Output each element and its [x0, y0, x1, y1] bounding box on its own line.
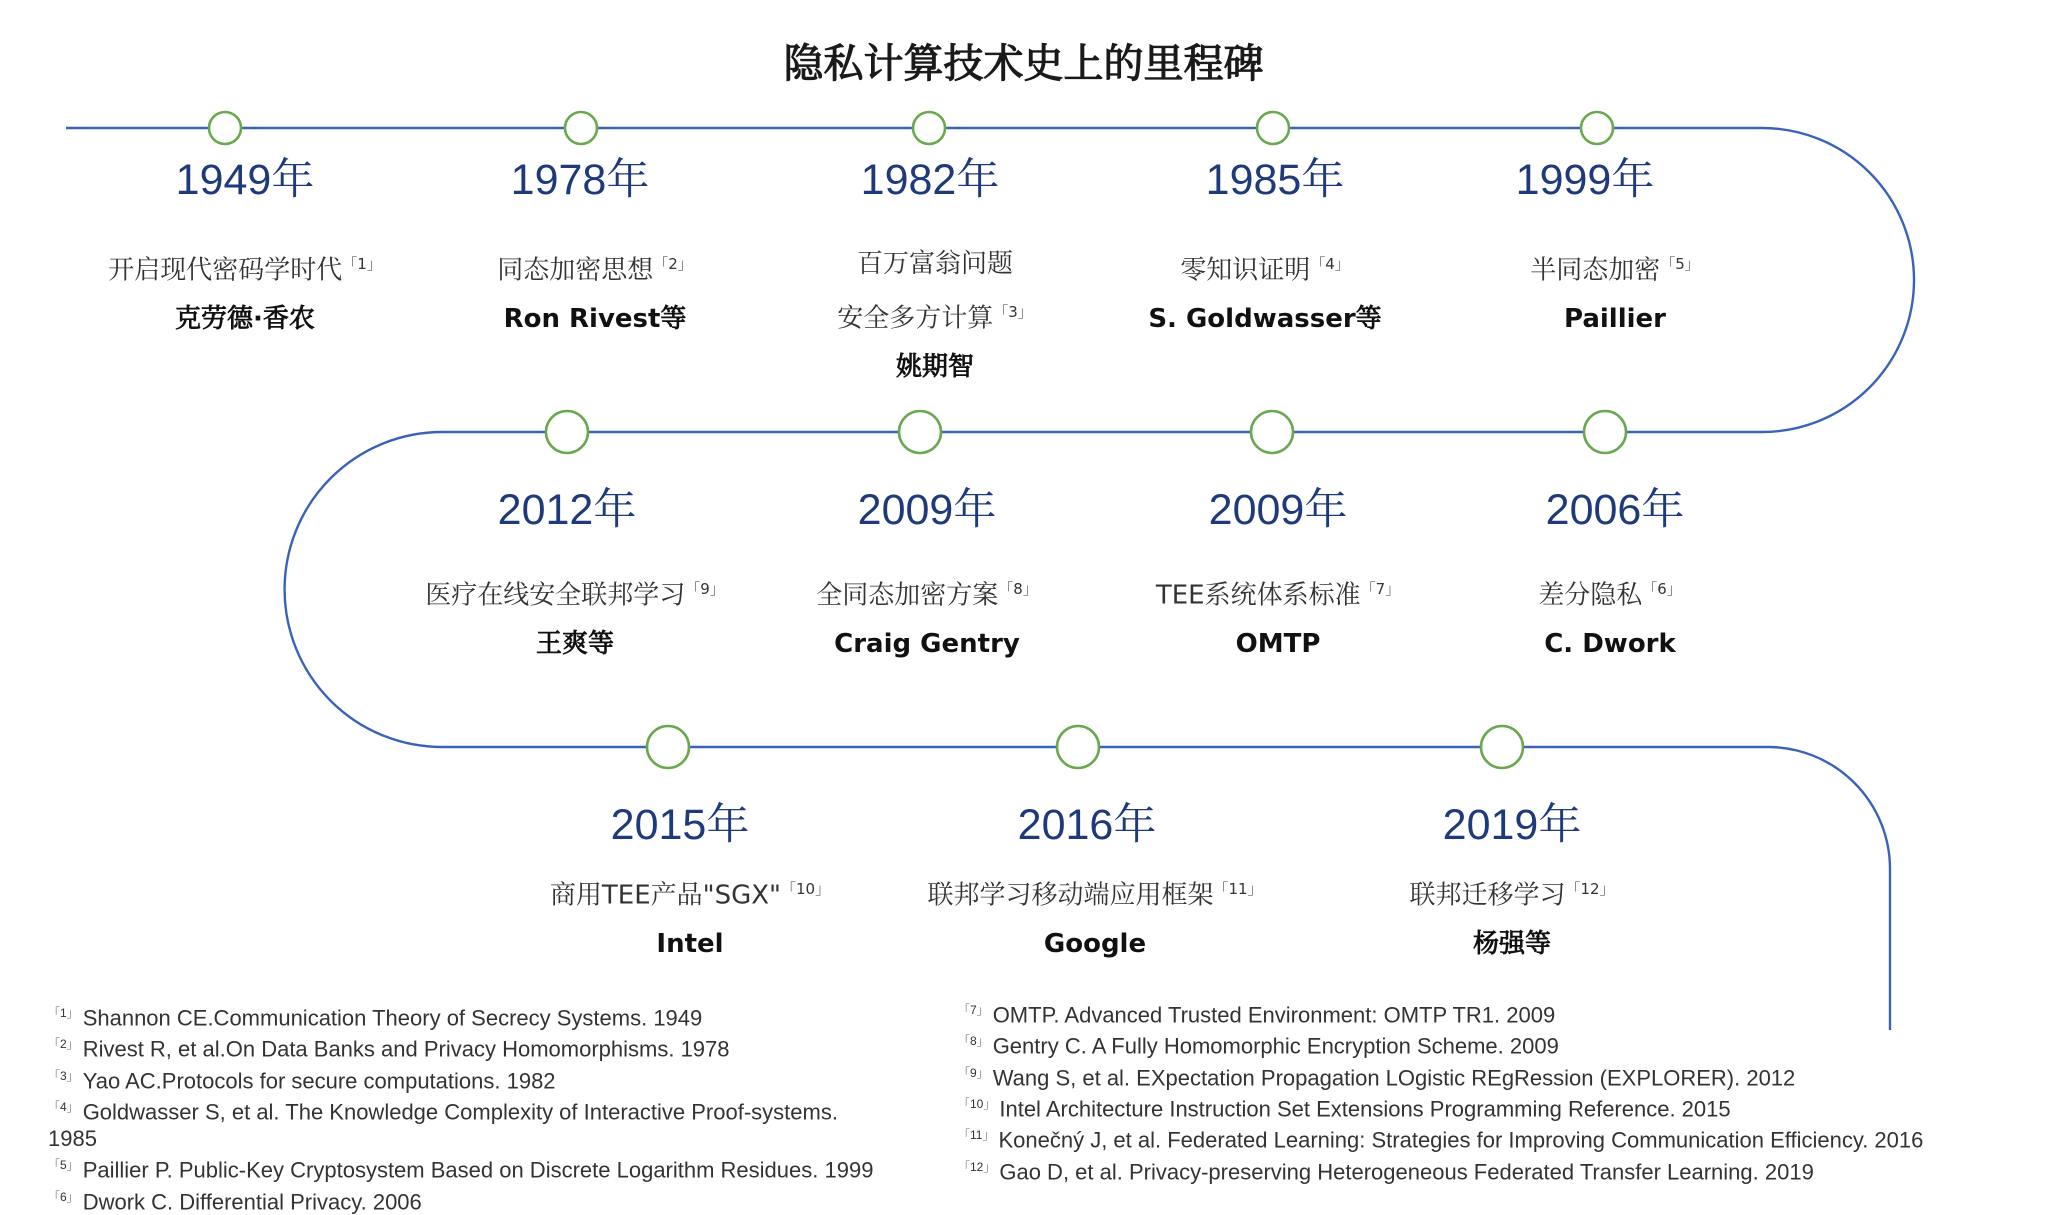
milestone-year: 2009年: [1208, 486, 1348, 534]
milestone-year-block: [1355, 150, 1815, 210]
milestone-year-block: [450, 795, 910, 855]
milestone-year: 2015年: [610, 801, 750, 849]
milestone-node: [546, 411, 588, 453]
reference-entry: [958, 1028, 1923, 1059]
milestone-year: 2016年: [1017, 801, 1157, 849]
milestone-node: [899, 411, 941, 453]
milestone-year-block: [857, 795, 1317, 855]
reference-text: Paillier P. Public-Key Cryptosystem Based on Discrete Logarithm Residues. 1999: [82, 1157, 874, 1183]
milestone-text: [1282, 865, 1742, 968]
reference-number: 「5」: [48, 1158, 79, 1173]
reference-text: Gentry C. A Fully Homomorphic Encryption Scheme. 2009: [992, 1033, 1559, 1059]
reference-number: 「11」: [958, 1128, 995, 1143]
milestone-text: [1380, 565, 1840, 668]
reference-text: Intel Architecture Instruction Set Extensions Programming Reference. 2015: [999, 1096, 1731, 1122]
milestone-year: 2012年: [497, 486, 637, 534]
reference-text: Gao D, et al. Privacy-preserving Heterogeneous Federated Transfer Learning. 2019: [999, 1158, 1814, 1184]
milestone-author: [865, 920, 1325, 968]
milestone-node: [1581, 112, 1613, 144]
milestone-text: [460, 865, 920, 968]
reference-marker: 「11」: [1213, 880, 1263, 898]
reference-marker: 「7」: [1360, 580, 1401, 598]
milestone-year: 2006年: [1545, 486, 1685, 534]
reference-number: 「3」: [48, 1068, 79, 1083]
reference-entry: [48, 1063, 873, 1094]
milestone-year: 2009年: [857, 486, 997, 534]
milestone-node: [565, 112, 597, 144]
milestone-node: [1481, 726, 1523, 768]
milestone-node: [209, 112, 241, 144]
milestone-line-text: 安全多方计算: [837, 303, 994, 334]
references-left: [48, 1000, 873, 1215]
milestone-line-text: 杨强等: [1472, 928, 1551, 959]
reference-entry: [48, 1125, 873, 1152]
milestone-line-text: 联邦迁移学习: [1409, 880, 1566, 911]
milestone-node: [1251, 411, 1293, 453]
milestone-year: 1985年: [1205, 156, 1345, 204]
milestone-description: [460, 865, 920, 920]
milestone-node: [1057, 726, 1099, 768]
milestone-year: 1978年: [510, 156, 650, 204]
milestone-line-text: 克劳德·香农: [175, 303, 315, 334]
reference-text: 1985: [48, 1126, 97, 1152]
reference-entry: [48, 1184, 873, 1215]
milestone-author: [1385, 295, 1845, 343]
reference-marker: 「8」: [998, 580, 1038, 598]
milestone-line-text: 商用TEE产品"SGX": [549, 880, 782, 911]
milestone-description: [1380, 565, 1840, 620]
milestone-description: [865, 865, 1325, 920]
reference-marker: 「6」: [1642, 580, 1682, 598]
reference-marker: 「5」: [1660, 255, 1700, 273]
milestone-line-text: 姚期智: [895, 351, 974, 382]
reference-entry: [48, 1031, 873, 1062]
milestone-year: 1949年: [175, 156, 315, 204]
reference-marker: 「10」: [781, 880, 831, 898]
milestone-description: [1385, 240, 1845, 295]
reference-entry: [48, 1000, 873, 1031]
reference-marker: 「12」: [1565, 880, 1615, 898]
milestone-line-text: 零知识证明: [1180, 255, 1311, 286]
milestone-line-text: Intel: [656, 928, 724, 959]
reference-marker: 「2」: [653, 255, 693, 273]
milestone-line-text: 医疗在线安全联邦学习: [425, 580, 686, 611]
reference-entry: [48, 1094, 873, 1125]
milestone-line-text: Paillier: [1563, 303, 1666, 334]
milestone-line-text: TEE系统体系标准: [1155, 580, 1361, 611]
milestone-description: [1282, 865, 1742, 920]
milestone-line-text: 王爽等: [535, 628, 614, 659]
milestone-node: [1584, 411, 1626, 453]
reference-marker: 「4」: [1310, 255, 1350, 273]
milestone-text: [865, 865, 1325, 968]
reference-marker: 「9」: [685, 580, 725, 598]
milestone-line-text: 差分隐私: [1538, 580, 1643, 611]
milestone-node: [647, 726, 689, 768]
reference-text: Goldwasser S, et al. The Knowledge Complexity of Interactive Proof-systems.: [82, 1099, 838, 1125]
reference-marker: 「3」: [993, 303, 1033, 321]
reference-text: Wang S, et al. EXpectation Propagation LOgistic REgRession (EXPLORER). 2012: [992, 1064, 1796, 1090]
reference-text: OMTP. Advanced Trusted Environment: OMTP TR1. 2009: [992, 1002, 1556, 1028]
milestone-line-text: 半同态加密: [1530, 255, 1661, 286]
milestone-year: 1999年: [1515, 156, 1655, 204]
reference-entry: [48, 1152, 873, 1183]
reference-marker: 「1」: [342, 255, 382, 273]
reference-number: 「8」: [958, 1034, 989, 1049]
milestone-year: 1982年: [860, 156, 1000, 204]
milestone-year-block: [1282, 795, 1742, 855]
reference-entry: [958, 1154, 1923, 1185]
milestone-line-text: 全同态加密方案: [816, 580, 999, 611]
page-title: 隐私计算技术史上的里程碑: [783, 41, 1264, 87]
reference-number: 「9」: [958, 1065, 989, 1080]
milestone-line-text: Craig Gentry: [834, 628, 1020, 659]
milestone-year-block: [1385, 480, 1845, 540]
reference-entry: [958, 1060, 1923, 1091]
reference-text: Yao AC.Protocols for secure computations. 1982: [82, 1067, 556, 1093]
milestone-line-text: C. Dwork: [1544, 628, 1676, 659]
milestone-line-text: Google: [1043, 928, 1147, 959]
reference-number: 「10」: [958, 1096, 996, 1111]
reference-number: 「6」: [48, 1189, 79, 1204]
milestone-author: [705, 343, 1165, 391]
reference-text: Shannon CE.Communication Theory of Secrecy Systems. 1949: [82, 1005, 703, 1031]
milestone-line-text: 同态加密思想: [497, 255, 654, 286]
milestone-line-text: 开启现代密码学时代: [108, 255, 343, 286]
milestone-year: 2019年: [1442, 801, 1582, 849]
reference-number: 「12」: [958, 1159, 996, 1174]
reference-entry: [958, 997, 1923, 1028]
reference-entry: [958, 1091, 1923, 1122]
milestone-line-text: Ron Rivest等: [503, 303, 687, 334]
reference-text: Konečný J, et al. Federated Learning: Strategies for Improving Communication Efficiency. 2016: [998, 1127, 1924, 1153]
reference-text: Rivest R, et al.On Data Banks and Privacy Homomorphisms. 1978: [82, 1036, 730, 1062]
milestone-node: [1257, 112, 1289, 144]
milestone-author: [460, 920, 920, 968]
milestone-nodes: [209, 112, 1626, 768]
milestone-line-text: 百万富翁问题: [856, 249, 1013, 279]
milestone-author: [1380, 620, 1840, 668]
milestone-node: [913, 112, 945, 144]
milestone-line-text: OMTP: [1235, 628, 1321, 659]
milestone-line-text: S. Goldwasser等: [1148, 303, 1382, 334]
reference-number: 「4」: [48, 1099, 79, 1114]
milestone-author: [1282, 920, 1742, 968]
references-right: [958, 997, 1923, 1185]
reference-number: 「1」: [48, 1006, 79, 1020]
reference-number: 「2」: [48, 1037, 79, 1052]
reference-entry: [958, 1122, 1923, 1153]
reference-number: 「7」: [958, 1003, 989, 1017]
milestone-line-text: 联邦学习移动端应用框架: [927, 880, 1214, 911]
reference-text: Dwork C. Differential Privacy. 2006: [82, 1188, 422, 1214]
milestone-text: [1385, 240, 1845, 343]
